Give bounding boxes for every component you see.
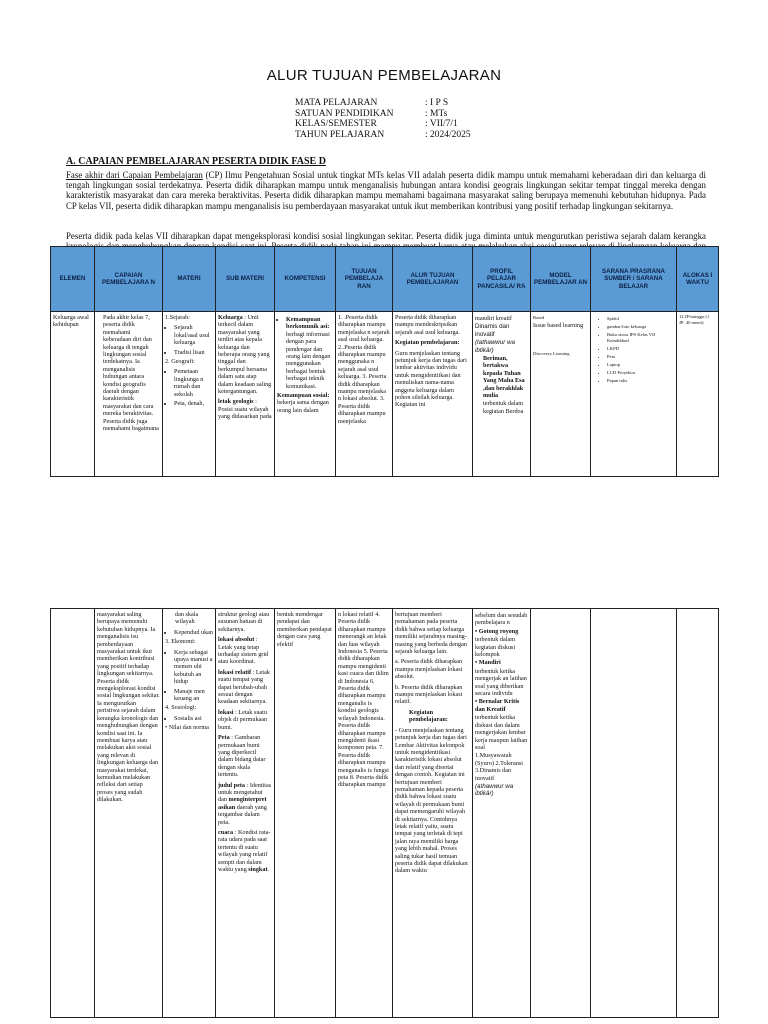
sub-materi-entry: cuaca : Kondisi rata-rata udara pada saat tertentu di suatu wilayah yang relatif sempit dan dalam waktu yang singkat.: [218, 828, 271, 873]
cell-capaian: masyarakat saling berupaya memenuhi kebutuhan hidupnya. Ia menganalisis isu pemberdayaan masyarakat untuk ikut memberikan kontribusi yang positif terhadap lingkungan sekitarnya. Peserta didik mengeksplorasi kondisi sosial lingkungan sekitar. Ia mengurutkan peristiwa sejarah dalam kerangka kronologis dan menghubungkan dengan kondisi saat ini. Ia membuat karya atau melakukan aksi sosial yang relevan di lingkungan keluarga dan masyarakat terdekat, kemudian melakukan refleksi dari setiap proses yang sudah dilakukan.: [95, 609, 163, 1018]
definition: berbagi informasi dengan para pendengar dan orang lain dengan menggunakan berbagai bentuk berbagai teknik komunikasi.: [286, 330, 331, 390]
list-item: • Buku siswa IPS Kelas VII Kemdikbud: [607, 332, 674, 344]
alur-heading: Kegiatan pembelajaran:: [395, 339, 460, 347]
term: lokasi: [218, 708, 234, 716]
alur-item: a. Peserta didik diharapkan mampu menjelaskan lokasi absolut.: [395, 658, 463, 681]
cell-kompetensi: bentuk mendengar pendapat dan memberikan pendapat dengan cara yang efektif: [275, 609, 336, 1018]
term: Peta: [218, 734, 230, 742]
model-text: Based: [533, 315, 545, 320]
list-item: • LKPD: [607, 346, 674, 352]
header-elemen: ELEMEN: [51, 247, 95, 312]
materi-heading: 3. Ekonomi:: [165, 638, 196, 646]
header-capaian: CAPAIAN PEMBELAJARA N: [95, 247, 163, 312]
sub-materi-entry: [218, 636, 272, 666]
meta-value: : VII/7/1: [425, 119, 458, 130]
profil-text: terbentuk dalam kegiatan diskusi kelompok: [475, 636, 516, 659]
profil-text: Beriman, bertakwa kepada Tuhan Yang Maha Esa ,dan berakhlak mulia: [483, 355, 525, 400]
document-meta: [295, 98, 471, 140]
profil-text: terbentuk ketika diskusi dan dalam mengerjakan lembar kerja maupun latihan soal: [475, 714, 528, 751]
header-materi: MATERI: [163, 247, 216, 312]
sub-materi-entry: [218, 782, 272, 826]
meta-label: MATA PELAJARAN: [295, 98, 378, 108]
definition: : Letak suatu objek di permukaan bumi.: [218, 708, 268, 731]
definition: : Letak yang tetap terhadap sistem grid atau koordinat.: [218, 636, 269, 666]
definition: daerah yang tergambar dalam peta.: [218, 803, 267, 826]
cell-sarana: [591, 312, 677, 477]
cell-tujuan: 1. .Peserta didik diharapkan mampu menjelaska n sejarah asal usul keluarga. 2..Peserta didik diharapkan mampu menggunaka n sejarah asal usul keluarga. 3. Peserta didik diharapkan mampu menjelaska n lokasi absolut. 3. Peserta didik diharapkan mampu menjelaska: [336, 312, 393, 477]
cell-profil: [473, 312, 531, 477]
capaian-text: Pada akhir kelas 7, peserta didik memahami keberadaan diri dan keluarga di tengah lingkungan sosial terdekatnya. Ia menganalisis hubungan antara kondisi geografis daerah dengan karakteristik masyarakat dan cara mereka beraktivitas. Peserta didik juga memahami bagaimana: [103, 314, 159, 433]
cell-model: [531, 312, 591, 477]
definition: : Letak suatu tempat yang dapat berubah-ubah sesuai dengan keadaan sekitarnya.: [218, 668, 270, 706]
profil-text: terbentuk ketika mengerjak an latihan soal yang diberikan secara individu: [475, 667, 527, 698]
definition: : Unit terkecil dalam masyarakat yang terdiri atas kepala keluarga dan beberapa orang yang tinggal dan berkumpul bersama dalam satu atap dalam keadaan saling ketergantungan.: [218, 314, 272, 396]
cell-alokasi: 12 JP/minggu (1 JP: 40 menit): [677, 312, 719, 477]
materi-list: [165, 715, 213, 722]
cell-materi: [163, 312, 216, 477]
cell-alur: [393, 609, 473, 1018]
term: lokasi absolut: [218, 636, 255, 644]
paragraph-class-vii: Peserta didik pada kelas VII diharapkan dapat mengeksplorasi kondisi sosial lingkungan sekitar. Peserta didik juga diminta untuk mengurutkan peristiwa sejarah dalam kerangka: [66, 231, 706, 241]
profil-text: • Gotong royong: [475, 627, 519, 635]
list-item: • Peta, denah,: [174, 400, 213, 407]
meta-label: TAHUN PELAJARAN: [295, 129, 385, 140]
profil-text: sebelum dan sesudah pembelajara n: [475, 612, 528, 627]
alur-heading: Kegiatan pembelajaran:: [409, 708, 448, 724]
sub-materi-entry: [218, 709, 272, 731]
sarana-list: [593, 316, 674, 384]
alur-text: - Guru menjelaskan tentang petunjuk kerja dan tugas dari Lembar Aktivitas kelompok untuk mengidentiikasi karakteristik lokasi absolut dan relatif yang disertai dengan contoh. Kegiatan ini bertujuan memberi pemahaman kepada peserta didik bahwa lokasi suatu wilayah di permukaan bumi dapat memengaruhi wilayah di sekitarnya. Contohnya letak relatif yaitu, suatu tempat yang terletak di tepi jalan raya memiliki harga yang lebih mahal. Proses saling tukar hasil temuan peserta didik dapat dilakukan dalam waktu: [395, 726, 468, 875]
cell-kompetensi: [275, 312, 336, 477]
section-a-heading: A. CAPAIAN PEMBELAJARAN PESERTA DIDIK FASE D: [66, 156, 326, 167]
materi-list: [165, 649, 213, 703]
header-kompetensi: KOMPETENSI: [275, 247, 336, 312]
header-sub-materi: SUB MATERI: [216, 247, 275, 312]
list-item: • LCD Proyektor: [607, 370, 674, 376]
meta-row-school: [295, 109, 471, 120]
meta-label: SATUAN PENDIDIKAN: [295, 108, 394, 119]
alur-text: Guru menjelaskan tentang petunjuk kerja dan tugas dari lembar aktivitas individu untuk mengidentiikasi dan menuliskan nama-nama anggota keluarga dalam pohon silsilah keluarga. Kegiatan ini: [395, 349, 467, 409]
paragraph-cp-underlined: Fase akhir dari Capaian Pembelajaran: [66, 170, 203, 180]
model-text: Issue based learning: [533, 322, 584, 329]
cell-alur: [393, 312, 473, 477]
definition: bekerja sama dengan orang lain dalam: [277, 399, 329, 414]
materi-heading: 4. Sosiologi:: [165, 704, 197, 712]
alur-text: bertujuan memberi pemahaman pada peserta didik bahwa setiap keluarga memiliki sejarahnya masing-masing yang berbeda dengan sejarah keluarga lain.: [395, 611, 467, 656]
cell-materi: [163, 609, 216, 1018]
profil-text: terbentuk dalam kegiatan Berdoa: [483, 400, 524, 415]
term: lokasi relatif: [218, 668, 252, 676]
materi-list: [165, 324, 213, 356]
cell-model: [531, 609, 591, 1018]
atp-table: [50, 246, 719, 477]
materi-text: dan skala wilayah: [175, 611, 199, 626]
profil-text: (tathawwur wa ibtikâr): [475, 339, 515, 354]
header-profil: PROFIL PELAJAR PANCASILA/ RA: [473, 247, 531, 312]
list-item: • Manaje men keuang an: [174, 688, 213, 703]
list-item: • Sejarah lokal/asal usul keluarga: [174, 324, 213, 346]
header-model: MODEL PEMBELAJAR AN: [531, 247, 591, 312]
cell-profil: [473, 609, 531, 1018]
cell-elemen: [51, 609, 95, 1018]
list-item: [286, 316, 333, 390]
meta-row-class: [295, 119, 471, 130]
kompetensi-list: [277, 316, 333, 390]
list-item: • Pemetaan lingkunga n rumah dan sekolah: [174, 368, 213, 398]
alur-item: b. Peserta didik diharapkan mampu menjelaskan lokasi relatif.: [395, 683, 463, 706]
cell-sarana: [591, 609, 677, 1018]
table-header-row: [51, 247, 719, 312]
sub-materi-entry: [218, 669, 272, 706]
profil-text: • Mandiri: [475, 659, 501, 667]
materi-list: [165, 368, 213, 407]
kompetensi-entry: [277, 392, 333, 414]
definition: : Gambaran permukaan bumi yang diperkecil dalam bidang datar dengan skala tertentu.: [218, 734, 266, 779]
definition: : Identitas untuk mengetahui dan: [218, 781, 272, 804]
sub-materi-entry: [218, 398, 272, 420]
sub-materi-entry: struktur geologi atau susunan batuan di sekitarnya.: [218, 611, 270, 633]
table-row: [51, 609, 719, 1018]
cell-sub-materi: [216, 312, 275, 477]
materi-text: • Nilai dan norma: [165, 724, 209, 732]
cell-tujuan: n lokasi relatif 4. Peserta didik diharapkan mampu menerangk an letak dan luas wilayah Indonesia 5. Peserta didik diharapkan mampu mengidenti kasi cuaca dan iklim di Indonesia 6. Peserta didik diharapkan mampu menganalis is kondisi geologis wilayah Indonesia. Peserta didik diharapkan mampu mengidenti ikasi komponen peta. 7. Peserta didik diharapkan mampu menganalis is fungsi peta 8. Peserta didik diharapkan mampu: [336, 609, 393, 1018]
list-item: • Laptop: [607, 362, 674, 368]
definition: : Posisi suatu wilayah yang didasarkan pada: [218, 398, 272, 421]
table-row: [51, 312, 719, 477]
definition: : Kondisi rata-rata udara pada saat tertentu di suatu wilayah yang relatif sempit dan dalam waktu yang: [218, 828, 271, 873]
list-item: • Papan tulis: [607, 378, 674, 384]
term: Kemampuan sosial:: [277, 392, 330, 400]
profil-text: • Bernalar Kritis dan Kreatif: [475, 698, 520, 713]
list-item: • Kerja sebagai upaya manusi a memen uhi kebutuh an hidup: [174, 649, 213, 686]
paragraph-cp: [66, 170, 706, 211]
header-sarana: SARANA PRASRANA SUMBER / SARANA BELAJAR: [591, 247, 677, 312]
model-text: Discovery Learning: [533, 351, 570, 357]
header-tujuan: TUJUAN PEMBELAJA RAN: [336, 247, 393, 312]
list-item: • Spidol: [607, 316, 674, 322]
meta-value: : 2024/2025: [425, 129, 471, 140]
meta-value: : MTs: [425, 108, 448, 119]
list-item: • gambar/foto keluarga: [607, 324, 674, 330]
term: judul peta: [218, 781, 245, 789]
profil-text: 1.Musyawarah (Syuro) 2.Toleransi 3.Dinamis dan inovatif: [475, 752, 524, 782]
profil-text: Dinamis dan inovatif: [475, 323, 510, 338]
materi-heading: 1.Sejarah:: [165, 314, 190, 321]
sub-materi-entry: [218, 314, 272, 395]
list-item: • Peta: [607, 354, 674, 360]
materi-list: [165, 629, 213, 636]
term: singkat: [248, 866, 268, 873]
document-title: ALUR TUJUAN PEMBELAJARAN: [266, 67, 502, 84]
header-alur: ALUR TUJUAN PEMBELAJARAN: [393, 247, 473, 312]
list-item: • Tradisi lisan: [174, 349, 213, 356]
atp-table-continued: [50, 608, 719, 1018]
profil-text: (athawwur wa ibtikâr): [475, 782, 514, 798]
header-alokasi: ALOKAS I WAKTU: [677, 247, 719, 312]
alur-text: Peserta didik diharapkan mampu mendeskripsikan sejarah asal usul keluarga.: [395, 314, 460, 336]
materi-heading: 2. Geografi:: [165, 358, 195, 366]
sub-materi-entry: [218, 734, 272, 778]
meta-label: KELAS/SEMESTER: [295, 119, 377, 130]
term: cuaca: [218, 828, 234, 836]
term: letak geologis: [218, 398, 254, 406]
cell-sub-materi: [216, 609, 275, 1018]
meta-row-subject: [295, 98, 471, 109]
list-item: • Sosialis asi: [174, 715, 213, 722]
cell-elemen: Keluarga awal kehidupan: [51, 312, 95, 477]
paragraph-cp-text: (CP) Ilmu Pengetahuan Sosial untuk tingkat MTs kelas VII adalah peserta didik mampu untuk memahami keberadaan diri dan keluarga di tengah lingkungan sosial terdekatnya. Peserta didik diharapkan mampu untuk menganalisis hubungan antara kondisi geograis lingkungan sekitar tempat tinggal mereka dengan karakteristik masyarakat dan cara mereka beraktivitas. Peserta didik diharapkan mampu memahami bagaimana masyarakat saling berupaya memenuhi kebutuhan hidupnya. Pada CP kelas VII, peserta didik diharapkan mampu menganalisis isu pemberdayaan masyarakat untuk ikut memberikan kontribusi yang positif terhadap lingkungan sekitarnya.: [66, 170, 706, 211]
term: Keluarga: [218, 314, 243, 321]
meta-value: : I P S: [425, 98, 449, 108]
list-item: • Kependud ukan: [174, 629, 213, 636]
meta-row-year: [295, 130, 471, 141]
cell-capaian: [95, 312, 163, 477]
term: menginterpret asikan: [218, 796, 267, 811]
profil-text: mandiri kreatif: [475, 315, 512, 322]
cell-alokasi: [677, 609, 719, 1018]
term: Kemampuan berkomunik asi:: [286, 316, 330, 331]
